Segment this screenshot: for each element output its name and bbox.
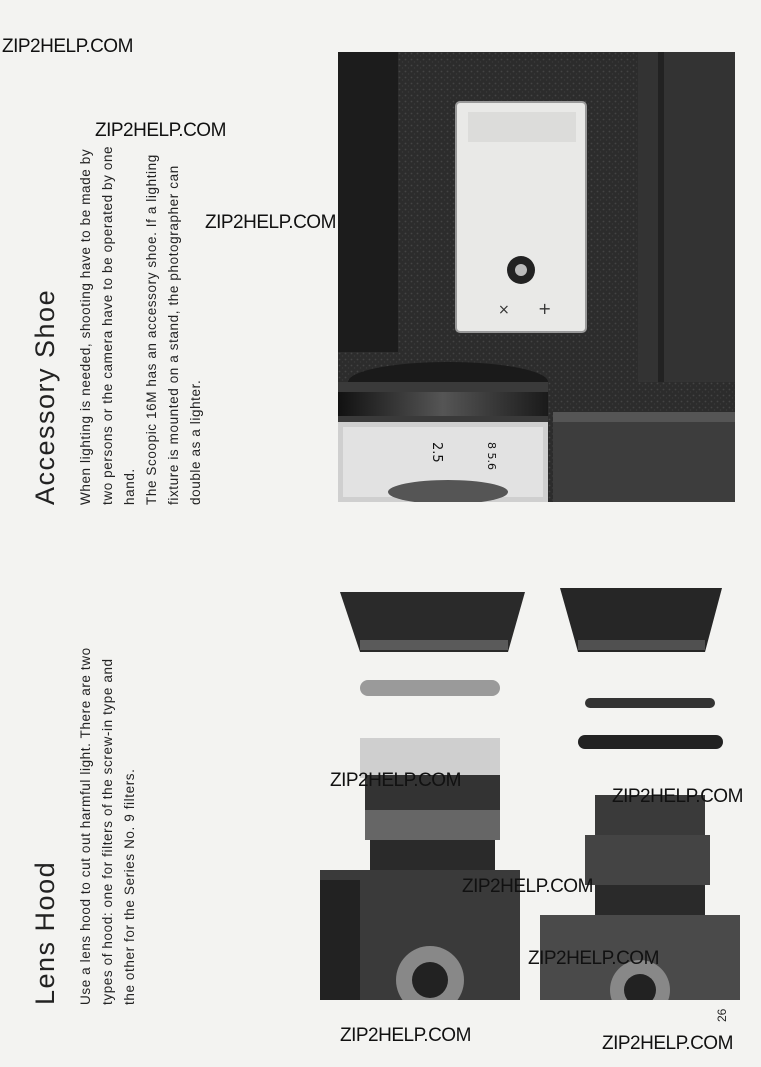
watermark: ZIP2HELP.COM <box>2 36 133 57</box>
lens-hood-heading: Lens Hood <box>30 860 60 1005</box>
lens-hood-line: types of hood: one for filters of the screw-in type and <box>100 658 115 1005</box>
accessory-shoe-photo <box>338 52 735 502</box>
filter-left <box>360 680 500 696</box>
camera-top-illustration <box>338 52 735 502</box>
watermark: ZIP2HELP.COM <box>330 770 461 791</box>
accessory-shoe-line: hand. <box>122 468 137 505</box>
watermark: ZIP2HELP.COM <box>528 948 659 969</box>
lens-hood-line: the other for the Series No. 9 filters. <box>122 768 137 1005</box>
watermark: ZIP2HELP.COM <box>205 212 336 233</box>
accessory-shoe-line: double as a lighter. <box>188 379 203 505</box>
watermark: ZIP2HELP.COM <box>602 1033 733 1054</box>
page-number: 26 <box>715 1008 729 1022</box>
accessory-shoe-line: fixture is mounted on a stand, the photographer can <box>166 165 181 505</box>
watermark: ZIP2HELP.COM <box>462 876 593 897</box>
lens-marking: 8 5.6 <box>485 442 498 470</box>
accessory-shoe-line: The Scoopic 16M has an accessory shoe. If a lighting <box>144 154 159 505</box>
accessory-shoe-heading: Accessory Shoe <box>30 288 60 505</box>
accessory-shoe-line: When lighting is needed, shooting have to be made by <box>78 148 93 505</box>
svg-text:+: + <box>538 299 552 318</box>
watermark: ZIP2HELP.COM <box>612 786 743 807</box>
svg-text:×: × <box>498 302 510 318</box>
filter-right-1 <box>585 698 715 708</box>
watermark: ZIP2HELP.COM <box>340 1025 471 1046</box>
filter-right-2 <box>578 735 723 749</box>
watermark: ZIP2HELP.COM <box>95 120 226 141</box>
lens-hood-line: Use a lens hood to cut out harmful light. There are two <box>78 647 93 1005</box>
lens-marking: 2.5 <box>429 442 444 463</box>
accessory-shoe-line: two persons or the camera have to be operated by one <box>100 145 115 505</box>
